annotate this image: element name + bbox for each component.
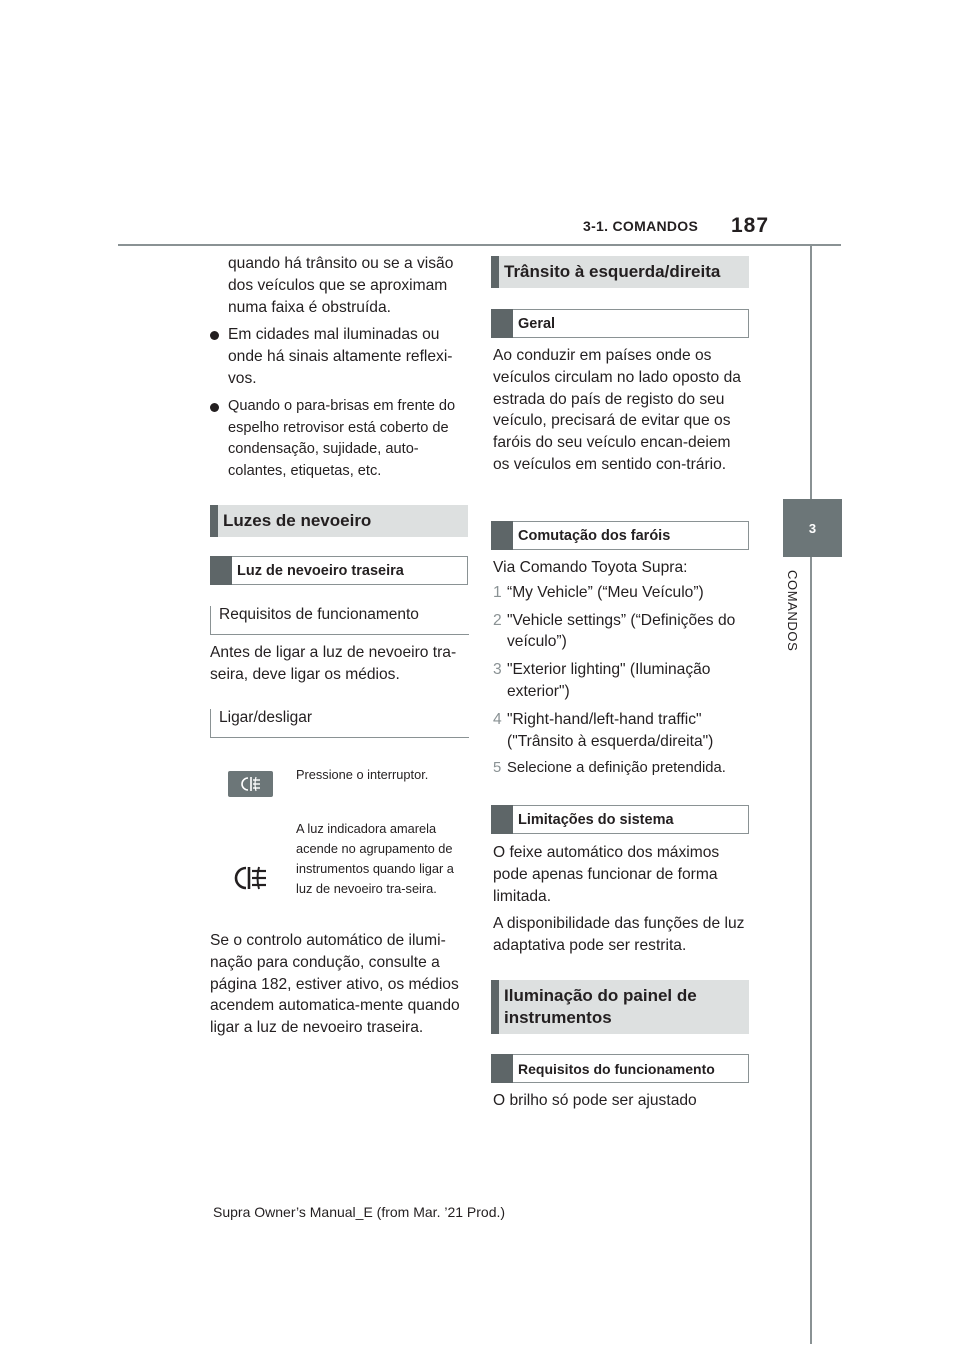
steps-block xyxy=(493,557,751,780)
chapter-tab: 3 xyxy=(783,499,842,557)
side-rule xyxy=(810,557,812,1344)
brightness-paragraph: O brilho só pode ser ajustado xyxy=(493,1092,697,1109)
rear-fog-switch-icon xyxy=(228,771,273,797)
rear-fog-indicator-icon xyxy=(232,864,272,894)
header-rule xyxy=(118,244,841,246)
heading-panel: Iluminação do painel de instrumentos xyxy=(491,980,749,1034)
auto-paragraph: Se o controlo automático de ilumi-nação para condução, consulte a página 182, estiver ativo, os médios acendem automatica-mente quando ligar a luz de nevoeiro traseira. xyxy=(210,932,460,1037)
bullet-icon xyxy=(210,403,219,412)
list-item: 5 Selecione a definição pretendida. xyxy=(493,760,726,777)
icon-row-1-text: Pressione o interruptor. xyxy=(296,767,429,782)
heading-onoff: Ligar/desligar xyxy=(210,709,469,738)
heading-limits: Limitações do sistema xyxy=(491,805,749,834)
section-title: 3-1. COMANDOS xyxy=(583,218,699,234)
list-item: 1 “My Vehicle” (“Meu Veículo”) xyxy=(493,583,704,601)
chapter-label: COMANDOS xyxy=(785,570,800,652)
icon-row-2-text: A luz indicadora amarela acende no agrupamento de instrumentos quando ligar a luz de nevoeiro tra-seira. xyxy=(296,821,454,896)
heading-switch: Comutação dos faróis xyxy=(491,521,749,550)
bullet-item: Em cidades mal iluminadas ou onde há sinais altamente reflexi-vos. xyxy=(210,324,472,389)
bullet-icon xyxy=(210,331,219,340)
limits-paragraph-2: A disponibilidade das funções de luz adaptativa pode ser restrita. xyxy=(493,915,745,955)
side-rule-top xyxy=(810,246,812,499)
via-text: Via Comando Toyota Supra: xyxy=(493,559,688,576)
continued-paragraph: quando há trânsito ou se a visão dos veículos que se aproximam numa faixa é obstruída. xyxy=(228,255,454,316)
list-item: 4 "Right-hand/left-hand traffic" ("Trânsito à esquerda/direita") xyxy=(493,710,714,750)
heading-requirements: Requisitos de funcionamento xyxy=(210,606,469,635)
left-column xyxy=(210,253,472,483)
bullet-item: Quando o para-brisas em frente do espelho retrovisor está coberto de condensação, sujidade, auto-colantes, etiquetas, etc. xyxy=(210,396,472,483)
heading-panel-requirements: Requisitos do funcionamento xyxy=(491,1054,749,1083)
heading-fog-lights: Luzes de nevoeiro xyxy=(210,505,468,537)
page-number: 187 xyxy=(731,214,770,237)
limits-block xyxy=(493,842,751,957)
limits-paragraph-1: O feixe automático dos máximos pode apenas funcionar de forma limitada. xyxy=(493,844,720,905)
general-paragraph: Ao conduzir em países onde os veículos circulam no lado oposto da estrada do país de registo do seu veículo, precisará de evitar que os faróis do seu veículo encan-deiem os veículos em sentido con-trário. xyxy=(493,347,741,473)
list-item: 3 "Exterior lighting" (Iluminação exterior") xyxy=(493,661,711,700)
heading-general: Geral xyxy=(491,309,749,338)
list-item: 2 "Vehicle settings” (“Definições do veículo”) xyxy=(493,611,736,651)
heading-traffic: Trânsito à esquerda/direita xyxy=(491,256,749,288)
footer-text: Supra Owner’s Manual_E (from Mar. ’21 Prod.) xyxy=(213,1204,506,1220)
before-paragraph: Antes de ligar a luz de nevoeiro tra-seira, deve ligar os médios. xyxy=(210,644,457,683)
heading-rear-fog: Luz de nevoeiro traseira xyxy=(210,556,468,585)
